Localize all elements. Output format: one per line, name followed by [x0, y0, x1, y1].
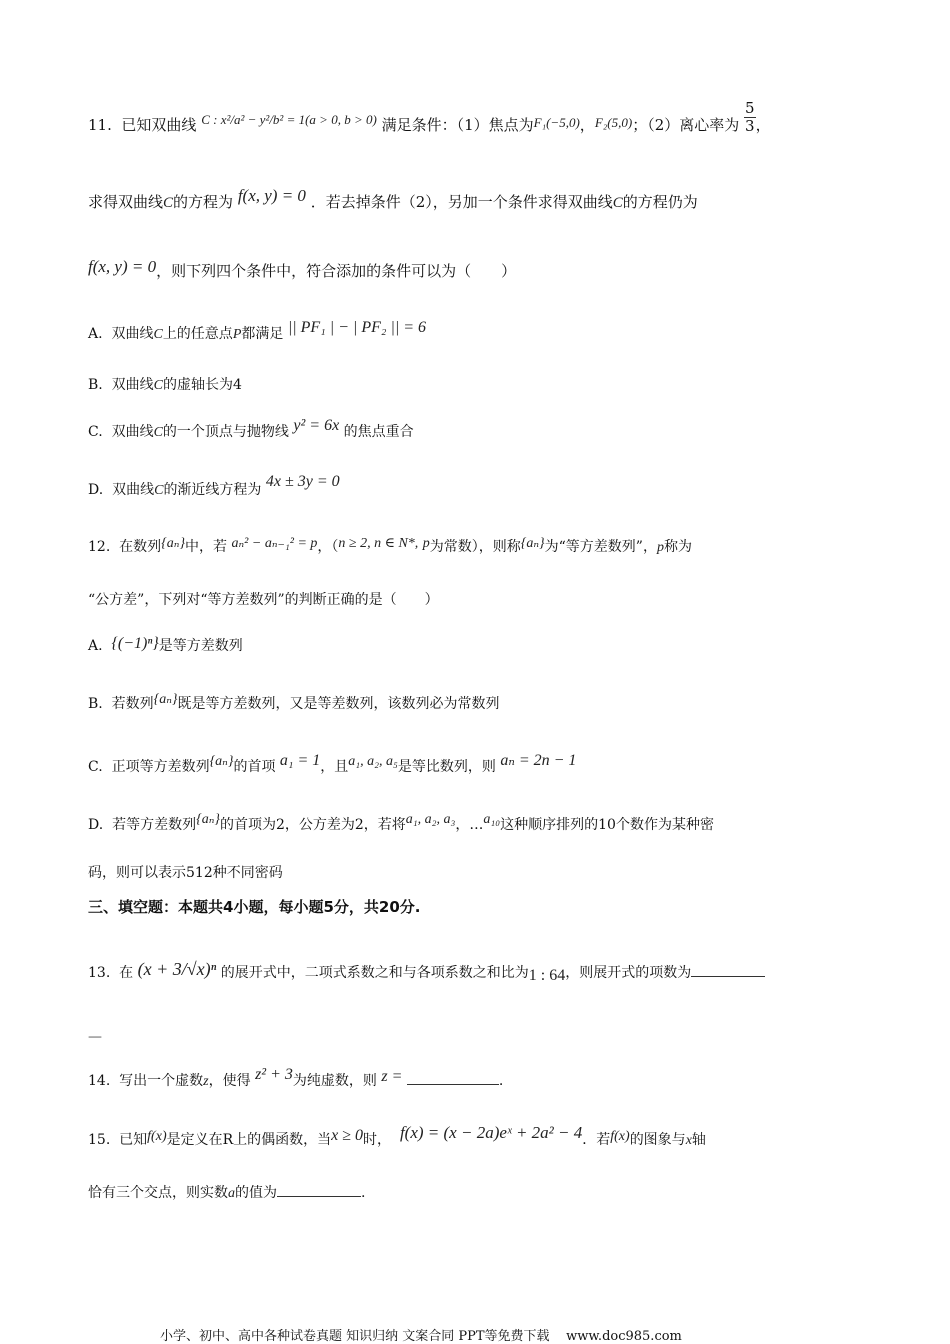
q13-blank-continuation: —	[88, 1029, 102, 1045]
q11-line1: 11. 已知双曲线 C : x²/a² − y²/b² = 1(a > 0, b > 0) 满足条件：（1）焦点为F₁(−5,0)，F₂(5,0)；（2）离心率为 $\frac{5}{3}$ ，	[88, 99, 771, 136]
fxy-eq: f(x, y) = 0	[237, 186, 306, 205]
q13-line1: 13. 在 (x + 3/√x)ⁿ 的展开式中，二项式系数之和与各项系数之和比为1 : 64，则展开式的项数为	[88, 962, 765, 981]
q15-answer-blank[interactable]	[277, 1182, 361, 1197]
eccentricity-fraction: $\frac{5}{3}$	[745, 99, 755, 136]
q11-option-a: A. 双曲线C上的任意点P都满足 || PF₁ | − | PF₂ || = 6	[88, 319, 427, 342]
fxy-eq-2: f(x, y) = 0	[88, 257, 157, 276]
q11-line3: f(x, y) = 0，则下列四个条件中，符合添加的条件可以为（ ）	[88, 257, 517, 280]
hyperbola-equation: C : x²/a² − y²/b² = 1(a > 0, b > 0)	[201, 111, 377, 127]
q15-number: 15.	[88, 1132, 111, 1148]
q11-number: 11.	[88, 115, 112, 134]
q12-option-a: A. {(−1)ⁿ}是等方差数列	[88, 635, 243, 654]
q12-line1: 12. 在数列{aₙ}中，若 aₙ² − aₙ₋₁² = p，（n ≥ 2, n ∈ N*, p为常数），则称{aₙ}为“等方差数列”，p称为	[88, 536, 692, 555]
q13-number: 13.	[88, 965, 111, 981]
footer-site-link[interactable]: www.doc985.com	[566, 1329, 682, 1344]
q12-option-c: C. 正项等方差数列{aₙ}的首项 a₁ = 1，且a₁, a₂, a₅是等比数列，则 aₙ = 2n − 1	[88, 752, 577, 775]
q11-line2: 求得双曲线C的方程为 f(x, y) = 0 ．若去掉条件（2），另加一个条件求得双曲线C的方程仍为	[88, 186, 698, 211]
section-3-heading: 三、填空题：本题共4小题，每小题5分，共20分.	[88, 898, 421, 916]
q12-option-d-line2: 码，则可以表示512种不同密码	[88, 865, 283, 881]
q15-function: f(x) = (x − 2a)eˣ + 2a² − 4	[399, 1123, 583, 1142]
q11-option-c: C. 双曲线C的一个顶点与抛物线 y² = 6x 的焦点重合	[88, 417, 414, 440]
focus-f2: F₂(5,0)	[594, 114, 633, 130]
option-a-math: || PF₁ | − | PF₂ || = 6	[287, 319, 427, 336]
q12-line2: “公方差”，下列对“等方差数列”的判断正确的是（ ）	[88, 592, 439, 608]
binomial-expression: (x + 3/√x)ⁿ	[137, 959, 217, 979]
q12-number: 12.	[88, 539, 111, 555]
q13-answer-blank[interactable]	[691, 962, 765, 977]
page-footer	[160, 1325, 682, 1344]
focus-f1: F₁(−5,0)	[533, 114, 580, 130]
q14-number: 14.	[88, 1073, 111, 1089]
q14-answer-blank[interactable]	[407, 1070, 499, 1085]
q12-option-d: D. 若等方差数列{aₙ}的首项为2，公方差为2，若将a₁, a₂, a₃，…a₁₀这种顺序排列的10个数作为某种密	[88, 812, 714, 833]
footer-text: 小学、初中、高中各种试卷真题 知识归纳 文案合同 PPT等免费下载	[160, 1329, 550, 1344]
q15-line2: 恰有三个交点，则实数a的值为 .	[88, 1182, 365, 1201]
q12-option-b: B. 若数列{aₙ}既是等方差数列，又是等差数列，该数列必为常数列	[88, 692, 500, 712]
q11-option-b: B. 双曲线C的虚轴长为4	[88, 377, 242, 393]
q14-line: 14. 写出一个虚数z，使得 z² + 3为纯虚数，则 z = .	[88, 1066, 504, 1089]
q11-option-d: D. 双曲线C的渐近线方程为 4x ± 3y = 0	[88, 473, 340, 498]
q15-line1: 15. 已知f(x)是定义在R上的偶函数，当x ≥ 0时， f(x) = (x − 2a)eˣ + 2a² − 4．若f(x)的图象与x轴	[88, 1123, 706, 1148]
